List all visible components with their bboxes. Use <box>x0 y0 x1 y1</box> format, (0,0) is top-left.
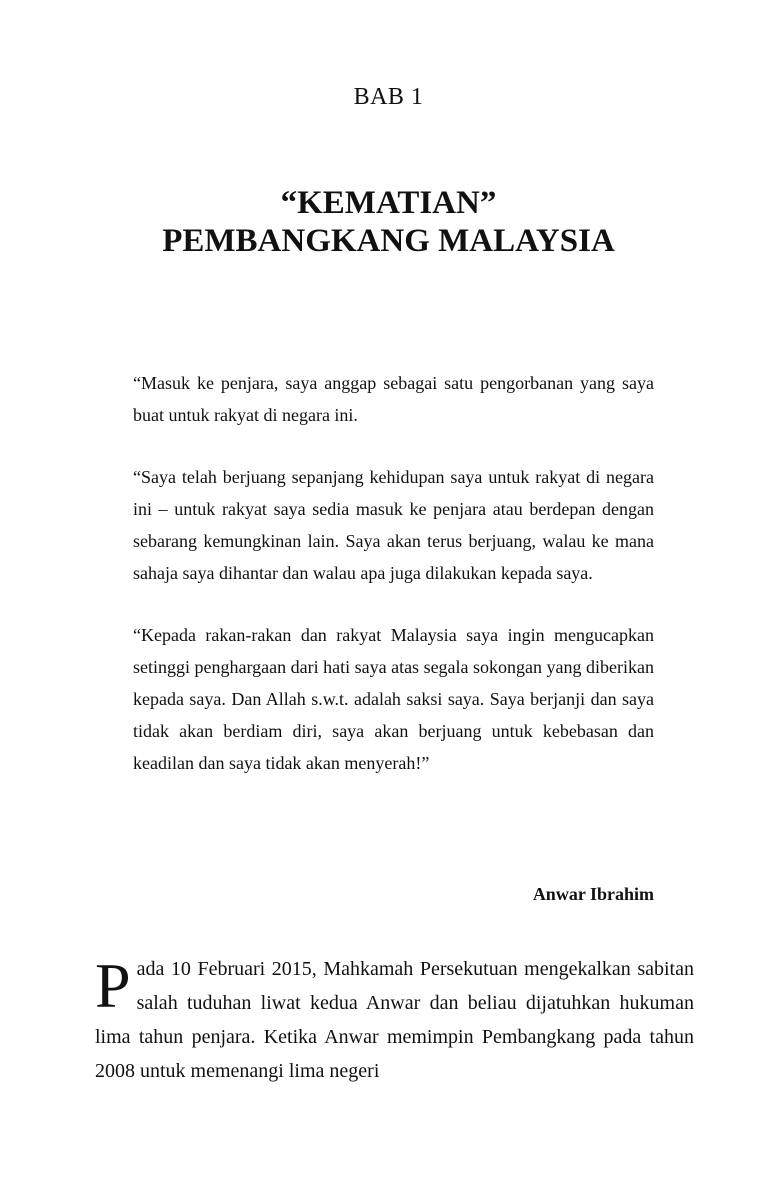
chapter-title <box>0 184 777 260</box>
chapter-title-line-1: “KEMATIAN” <box>280 185 497 221</box>
chapter-heading: BAB 1 <box>353 84 424 110</box>
chapter-title-line-2: PEMBANGKANG MALAYSIA <box>162 223 615 259</box>
epigraph-paragraph-2: “Saya telah berjuang sepanjang kehidupan saya untuk rakyat di negara ini – untuk rakyat saya sedia masuk ke penjara atau berdepan dengan sebarang kemungkinan lain. Saya akan terus berjuang, walau ke mana sahaja saya dihantar dan walau apa juga dilakukan kepada saya. <box>133 467 654 583</box>
body-text-span: ada 10 Februari 2015, Mahkamah Persekutuan mengekalkan sabitan salah tuduhan liwat kedua Anwar dan beliau dijatuhkan hukuman lima tahun penjara. Ketika Anwar memimpin Pembangkang pada tahun 2008 untuk memenangi lima negeri <box>95 958 694 1082</box>
body-paragraph-text <box>95 952 694 1088</box>
drop-cap: P <box>95 950 131 1021</box>
epigraph-paragraph-3: “Kepada rakan-rakan dan rakyat Malaysia saya ingin mengucapkan setinggi penghargaan dari hati saya atas segala sokongan yang diberikan kepada saya. Dan Allah s.w.t. adalah saksi saya. Saya berjanji dan saya tidak akan berdiam diri, saya akan berjuang untuk kebebasan dan keadilan dan saya tidak akan menyerah!” <box>133 625 654 773</box>
epigraph-attribution: Anwar Ibrahim <box>532 884 654 904</box>
body-paragraph <box>95 952 694 1088</box>
epigraph-paragraph-1: “Masuk ke penjara, saya anggap sebagai satu pengorbanan yang saya buat untuk rakyat di negara ini. <box>133 373 654 425</box>
epigraph <box>133 367 654 809</box>
